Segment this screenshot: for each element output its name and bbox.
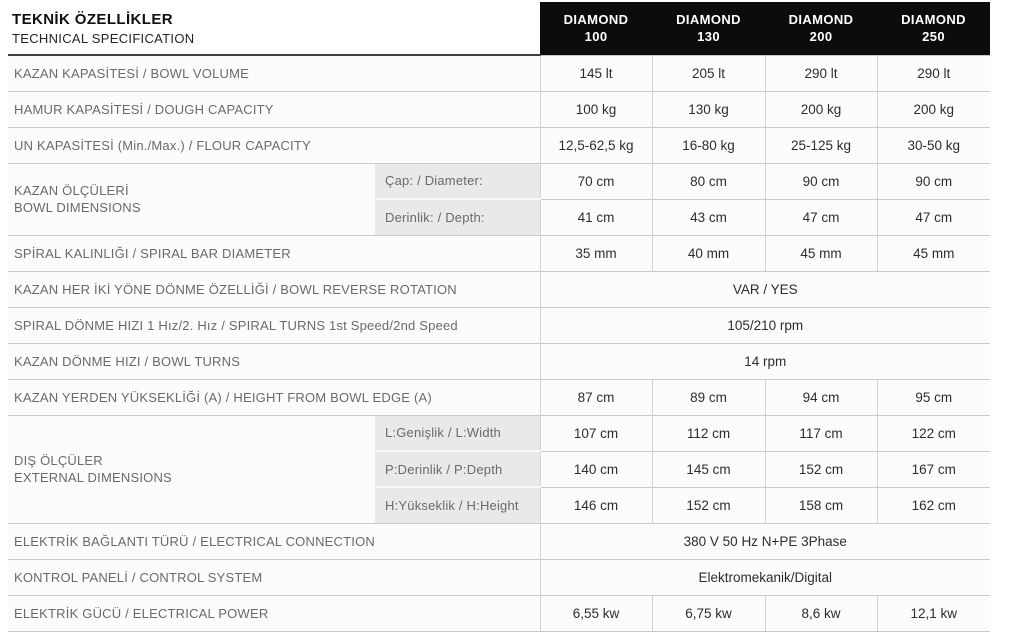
table-row-spiral-bar-diameter [8,235,990,271]
spec-value: 80 cm [652,163,765,199]
spec-value-span: 14 rpm [540,343,990,379]
table-row-height-from-bowl-edge [8,379,990,415]
spec-value: 47 cm [877,199,990,235]
spec-value: 162 cm [877,487,990,523]
spec-value: 6,55 kw [540,595,652,631]
spec-value-span: 105/210 rpm [540,307,990,343]
spec-value: 152 cm [765,451,877,487]
column-brand: DIAMOND [901,11,966,27]
page-subtitle: TECHNICAL SPECIFICATION [12,30,195,46]
table-row-flour-capacity [8,127,990,163]
spec-value: 130 kg [652,91,765,127]
column-header-diamond-200 [765,2,877,55]
spec-value: 87 cm [540,379,652,415]
spec-label-line-tr: DIŞ ÖLÇÜLER [14,453,103,468]
column-brand: DIAMOND [788,11,854,27]
spec-value: 16-80 kg [652,127,765,163]
table-title-cell [8,2,540,55]
spec-label: KAZAN KAPASİTESİ / BOWL VOLUME [8,55,540,91]
spec-sublabel: Derinlik: / Depth: [375,199,540,235]
table-row-control-system [8,559,990,595]
spec-value: 140 cm [540,451,652,487]
spec-value: 100 kg [540,91,652,127]
spec-value: 6,75 kw [652,595,765,631]
spec-value: 200 kg [765,91,877,127]
spec-value: 158 cm [765,487,877,523]
spec-value: 43 cm [652,199,765,235]
table-row-electrical-connection [8,523,990,559]
spec-value: 90 cm [877,163,990,199]
spec-value: 35 mm [540,235,652,271]
spec-sublabel: Çap: / Diameter: [375,163,540,199]
spec-value: 30-50 kg [877,127,990,163]
spec-label-line-en: BOWL DIMENSIONS [14,200,141,215]
spec-value: 146 cm [540,487,652,523]
spec-label: KAZAN YERDEN YÜKSEKLİĞİ (A) / HEIGHT FROM BOWL EDGE (A) [8,379,540,415]
table-row-spiral-turns [8,307,990,343]
column-header-diamond-100 [540,2,652,55]
spec-value: 145 cm [652,451,765,487]
spec-value: 152 cm [652,487,765,523]
column-header-diamond-130 [652,2,765,55]
spec-sublabel: L:Genişlik / L:Width [375,415,540,451]
spec-label-line-en: EXTERNAL DIMENSIONS [14,470,172,485]
spec-label: SPIRAL DÖNME HIZI 1 Hız/2. Hız / SPIRAL TURNS 1st Speed/2nd Speed [8,307,540,343]
spec-value: 205 lt [652,55,765,91]
spec-label: ELEKTRİK BAĞLANTI TÜRÜ / ELECTRICAL CONNECTION [8,523,540,559]
spec-value: 200 kg [877,91,990,127]
column-brand: DIAMOND [563,11,629,27]
spec-label-line-tr: KAZAN ÖLÇÜLERİ [14,183,129,198]
spec-sublabel: P:Derinlik / P:Depth [375,451,540,487]
page-title: TEKNİK ÖZELLİKLER [12,10,173,28]
spec-value: 40 mm [652,235,765,271]
spec-value: 290 lt [765,55,877,91]
spec-value: 25-125 kg [765,127,877,163]
spec-value: 95 cm [877,379,990,415]
spec-value: 45 mm [877,235,990,271]
spec-value: 90 cm [765,163,877,199]
column-model: 250 [922,29,945,45]
table-row-external-dimensions-width [8,415,990,451]
spec-sublabel: H:Yükseklik / H:Height [375,487,540,523]
spec-label: ELEKTRİK GÜCÜ / ELECTRICAL POWER [8,595,540,631]
spec-value: 94 cm [765,379,877,415]
spec-value: 112 cm [652,415,765,451]
column-model: 200 [809,29,833,45]
column-header-diamond-250 [877,2,990,55]
spec-value: 41 cm [540,199,652,235]
spec-label: KAZAN HER İKİ YÖNE DÖNME ÖZELLİĞİ / BOWL REVERSE ROTATION [8,271,540,307]
spec-label: KAZAN DÖNME HIZI / BOWL TURNS [8,343,540,379]
spec-value: 12,1 kw [877,595,990,631]
spec-value: 290 lt [877,55,990,91]
table-header-row [8,2,990,55]
spec-value: 89 cm [652,379,765,415]
table-row-dough-capacity [8,91,990,127]
spec-value: 70 cm [540,163,652,199]
spec-label-group [8,415,375,523]
spec-value: 117 cm [765,415,877,451]
spec-label-group [8,163,375,235]
spec-value-span: Elektromekanik/Digital [540,559,990,595]
table-row-bowl-dimensions-diameter [8,163,990,199]
column-model: 130 [697,29,720,45]
spec-value: 8,6 kw [765,595,877,631]
table-row-bowl-turns [8,343,990,379]
column-brand: DIAMOND [676,11,741,27]
spec-label: UN KAPASİTESİ (Min./Max.) / FLOUR CAPACITY [8,127,540,163]
spec-label: KONTROL PANELİ / CONTROL SYSTEM [8,559,540,595]
spec-value: 122 cm [877,415,990,451]
column-model: 100 [584,29,608,45]
spec-value: 12,5-62,5 kg [540,127,652,163]
spec-value-span: 380 V 50 Hz N+PE 3Phase [540,523,990,559]
spec-value: 47 cm [765,199,877,235]
spec-value: 45 mm [765,235,877,271]
table-row-electrical-power [8,595,990,631]
spec-label: SPİRAL KALINLIĞI / SPIRAL BAR DIAMETER [8,235,540,271]
spec-value: 107 cm [540,415,652,451]
spec-value-span: VAR / YES [540,271,990,307]
table-row-bowl-volume [8,55,990,91]
spec-value: 167 cm [877,451,990,487]
technical-specification-table [8,2,990,632]
spec-value: 145 lt [540,55,652,91]
table-row-bowl-reverse-rotation [8,271,990,307]
spec-label: HAMUR KAPASİTESİ / DOUGH CAPACITY [8,91,540,127]
